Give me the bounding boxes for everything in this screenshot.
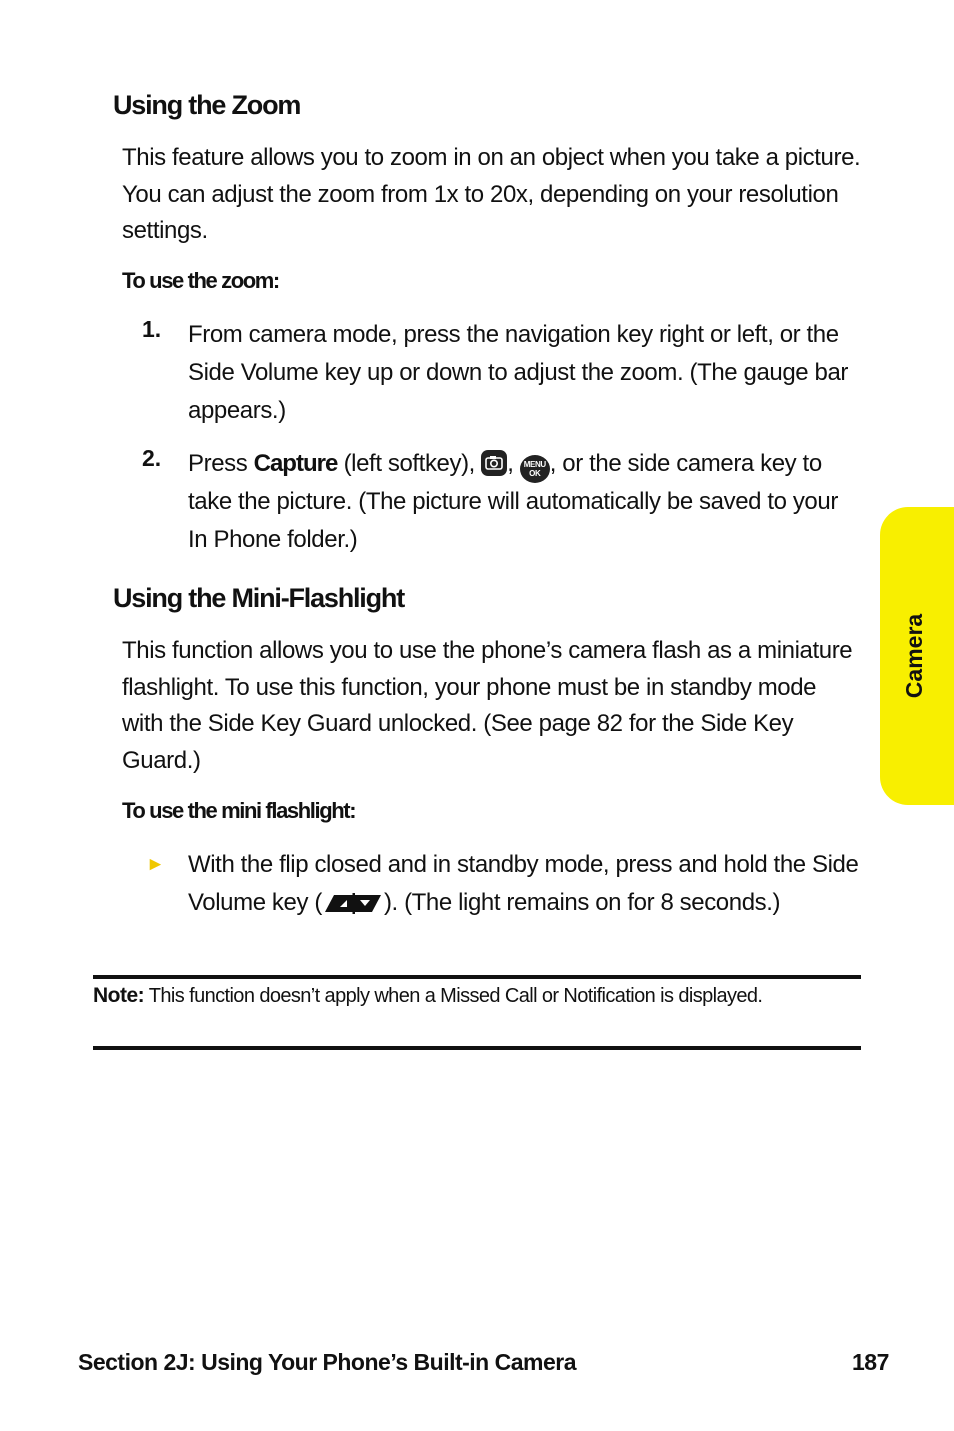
note-label: Note: bbox=[93, 984, 145, 1007]
step-text-part: , or the side camera key to take the picture. (The picture will automatically be saved to your In Phone folder.) bbox=[188, 450, 838, 553]
note-box bbox=[93, 981, 861, 1011]
flashlight-description: This function allows you to use the phone’s camera flash as a miniature flashlight. To use this function, your phone must be in standby mode with the Side Key Guard unlocked. (See page 82 for the Side Key Guard.) bbox=[122, 637, 853, 774]
note-text: This function doesn’t apply when a Missed Call or Notification is displayed. bbox=[144, 985, 763, 1007]
bullet-arrow-icon: ► bbox=[146, 854, 165, 875]
capture-softkey-label: Capture bbox=[253, 450, 338, 477]
note-bottom-rule bbox=[93, 1046, 861, 1050]
step-text bbox=[182, 445, 848, 559]
step-number: 1. bbox=[142, 316, 162, 342]
zoom-step-2 bbox=[142, 445, 862, 559]
zoom-description: This feature allows you to zoom in on an object when you take a picture. You can adjust the zoom from 1x to 20x, depending on your resolution settings. bbox=[122, 144, 861, 244]
footer-section-title: Section 2J: Using Your Phone’s Built-in Camera bbox=[78, 1349, 577, 1375]
menu-ok-key-icon bbox=[520, 455, 550, 483]
camera-key-icon bbox=[481, 450, 507, 476]
step-text: From camera mode, press the navigation key right or left, or the Side Volume key up or down to adjust the zoom. (The gauge bar appears.) bbox=[188, 321, 849, 424]
zoom-subheading: To use the zoom: bbox=[122, 268, 279, 293]
bullet-text-part: ). (The light remains on for 8 seconds.) bbox=[383, 889, 781, 916]
side-volume-key-icon bbox=[322, 889, 384, 913]
zoom-step-1 bbox=[142, 316, 862, 430]
flashlight-bullet bbox=[146, 846, 862, 922]
step-number: 2. bbox=[142, 445, 162, 471]
step-text-part: (left softkey), bbox=[337, 450, 482, 477]
section-side-tab bbox=[880, 507, 954, 805]
flashlight-subheading: To use the mini flashlight: bbox=[122, 798, 356, 823]
section-heading-flashlight: Using the Mini-Flashlight bbox=[113, 583, 404, 613]
step-text-part: Press bbox=[188, 450, 254, 477]
ok-key-label: OK bbox=[529, 469, 541, 478]
menu-key-label: MENU bbox=[523, 460, 546, 469]
step-text-part: , bbox=[507, 450, 520, 477]
note-top-rule bbox=[93, 975, 861, 979]
side-tab-label: Camera bbox=[901, 613, 927, 699]
bullet-text-part: With the flip closed and in standby mode, press and hold the Side Volume key ( bbox=[188, 851, 859, 916]
page-number: 187 bbox=[852, 1349, 889, 1375]
bullet-text bbox=[188, 846, 862, 922]
section-heading-zoom: Using the Zoom bbox=[113, 90, 301, 120]
